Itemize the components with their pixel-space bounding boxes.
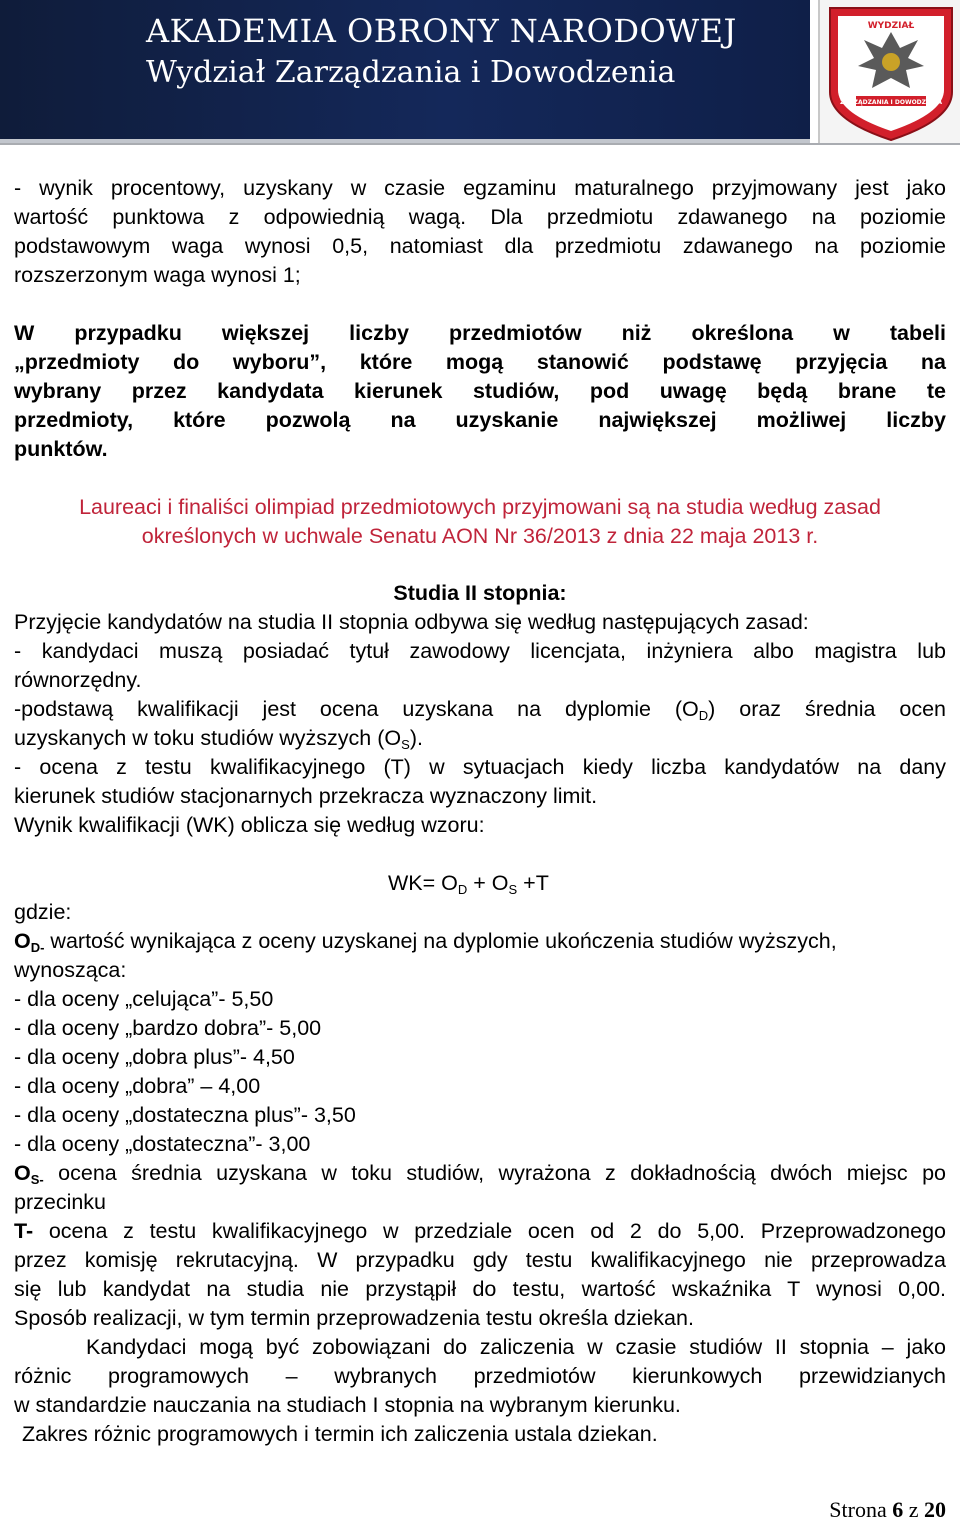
- text-line: przedmioty, które pozwolą na uzyskanie największej możliwej liczby: [14, 408, 946, 432]
- logo-text-bottom: ZARZĄDZANIA I DOWODZENIA: [839, 99, 943, 106]
- text-line: Kandydaci mogą być zobowiązani do zaliczenia w czasie studiów II stopnia – jako: [86, 1335, 946, 1359]
- page-number: Strona 6 z 20: [829, 1497, 946, 1522]
- faculty-logo: [818, 0, 960, 145]
- text-line: rozszerzonym waga wynosi 1;: [14, 263, 301, 287]
- grade-item: - dla oceny „bardzo dobra”- 5,00: [14, 1016, 322, 1040]
- text-line-gdzie: gdzie:: [14, 900, 72, 924]
- paragraph-wynik: [14, 174, 946, 290]
- header-rule: [0, 143, 960, 145]
- text-line: różnic programowych – wybranych przedmiotów kierunkowych przewidzianych: [14, 1364, 946, 1388]
- header-title-line2: Wydział Zarządzania i Dowodzenia: [146, 55, 676, 90]
- section-heading-studia-ii: Studia II stopnia:: [393, 581, 567, 605]
- grade-item: - dla oceny „dobra” – 4,00: [14, 1074, 261, 1098]
- page-header: [0, 0, 960, 145]
- text-line: Sposób realizacji, w tym termin przeprowadzenia testu określa dziekan.: [14, 1306, 694, 1330]
- text-line: przecinku: [14, 1190, 107, 1214]
- text-line-os: $O_{S-}$ ocena średnia uzyskana w toku studiów, wyrażona z dokładnością dwóch miejsc po: [14, 1161, 946, 1187]
- text-line: punktów.: [14, 437, 108, 461]
- text-line: kierunek studiów stacjonarnych przekracza wyznaczony limit.: [14, 784, 598, 808]
- formula-legend: [14, 898, 946, 1449]
- faculty-shield-icon: [820, 0, 960, 145]
- text-line: wartość punktowa z odpowiednią wagą. Dla przedmiotu zdawanego na poziomie: [14, 205, 946, 229]
- text-line: Przyjęcie kandydatów na studia II stopnia odbywa się według następujących zasad:: [14, 610, 809, 634]
- text-line-zakres: Zakres różnic programowych i termin ich zaliczenia ustala dziekan.: [22, 1422, 658, 1446]
- text-line: podstawowym waga wynosi 0,5, natomiast dla przedmiotu zdawanego na poziomie: [14, 234, 946, 258]
- text-line: - wynik procentowy, uzyskany w czasie egzaminu maturalnego przyjmowany jest jako: [14, 176, 946, 200]
- paragraph-laureaci: [14, 493, 946, 551]
- formula-wk: $WK= O_D + O_S +T$: [388, 871, 549, 897]
- text-line: „przedmioty do wyboru”, które mogą stanowić podstawę przyjęcia na: [14, 350, 946, 374]
- text-line: - kandydaci muszą posiadać tytuł zawodowy licencjata, inżyniera albo magistra lub: [14, 639, 946, 663]
- header-title-line1: AKADEMIA OBRONY NARODOWEJ: [146, 12, 737, 50]
- paragraph-wiecej-przedmiotow: [14, 319, 946, 464]
- text-line: Wynik kwalifikacji (WK) oblicza się według wzoru:: [14, 813, 485, 837]
- text-line: wynosząca:: [14, 958, 127, 982]
- grade-item: - dla oceny „dostateczna plus”- 3,50: [14, 1103, 356, 1127]
- text-line: się lub kandydat na studia nie przystąpił do testu, wartość wskaźnika T wynosi 0,00.: [14, 1277, 946, 1301]
- text-line: wybrany przez kandydata kierunek studiów, pod uwagę będą brane te: [14, 379, 946, 403]
- text-line: przez komisję rekrutacyjną. W przypadku gdy testu kwalifikacyjnego nie przeprowadza: [14, 1248, 946, 1272]
- text-line-podstawa: -podstawą kwalifikacji jest ocena uzyskana na dyplomie $(O_D)$ oraz średnia ocen: [14, 697, 947, 723]
- text-line: określonych w uchwale Senatu AON Nr 36/2013 z dnia 22 maja 2013 r.: [141, 524, 819, 548]
- grade-item: - dla oceny „celująca”- 5,50: [14, 987, 274, 1011]
- text-line: równorzędny.: [14, 668, 142, 692]
- grade-item: - dla oceny „dostateczna”- 3,00: [14, 1132, 311, 1156]
- logo-text-top: WYDZIAŁ: [867, 21, 915, 31]
- text-line-uzyskanych: uzyskanych w toku studiów wyższych $(O_S)$.: [14, 726, 423, 752]
- text-line-od: $O_{D-}$ wartość wynikająca z oceny uzyskanej na dyplomie ukończenia studiów wyższych,: [14, 929, 837, 955]
- grade-item: - dla oceny „dobra plus”- 4,50: [14, 1045, 295, 1069]
- text-line: Laureaci i finaliści olimpiad przedmiotowych przyjmowani są na studia według zasad: [79, 495, 881, 519]
- text-line-t: T- ocena z testu kwalifikacyjnego w przedziale ocen od 2 do 5,00. Przeprowadzonego: [14, 1219, 946, 1243]
- text-line: - ocena z testu kwalifikacyjnego (T) w sytuacjach kiedy liczba kandydatów na dany: [14, 755, 946, 779]
- paragraph-przyjecie: [14, 608, 946, 840]
- text-line: w standardzie nauczania na studiach I stopnia na wybranym kierunku.: [14, 1393, 681, 1417]
- text-line: W przypadku większej liczby przedmiotów niż określona w tabeli: [14, 321, 946, 345]
